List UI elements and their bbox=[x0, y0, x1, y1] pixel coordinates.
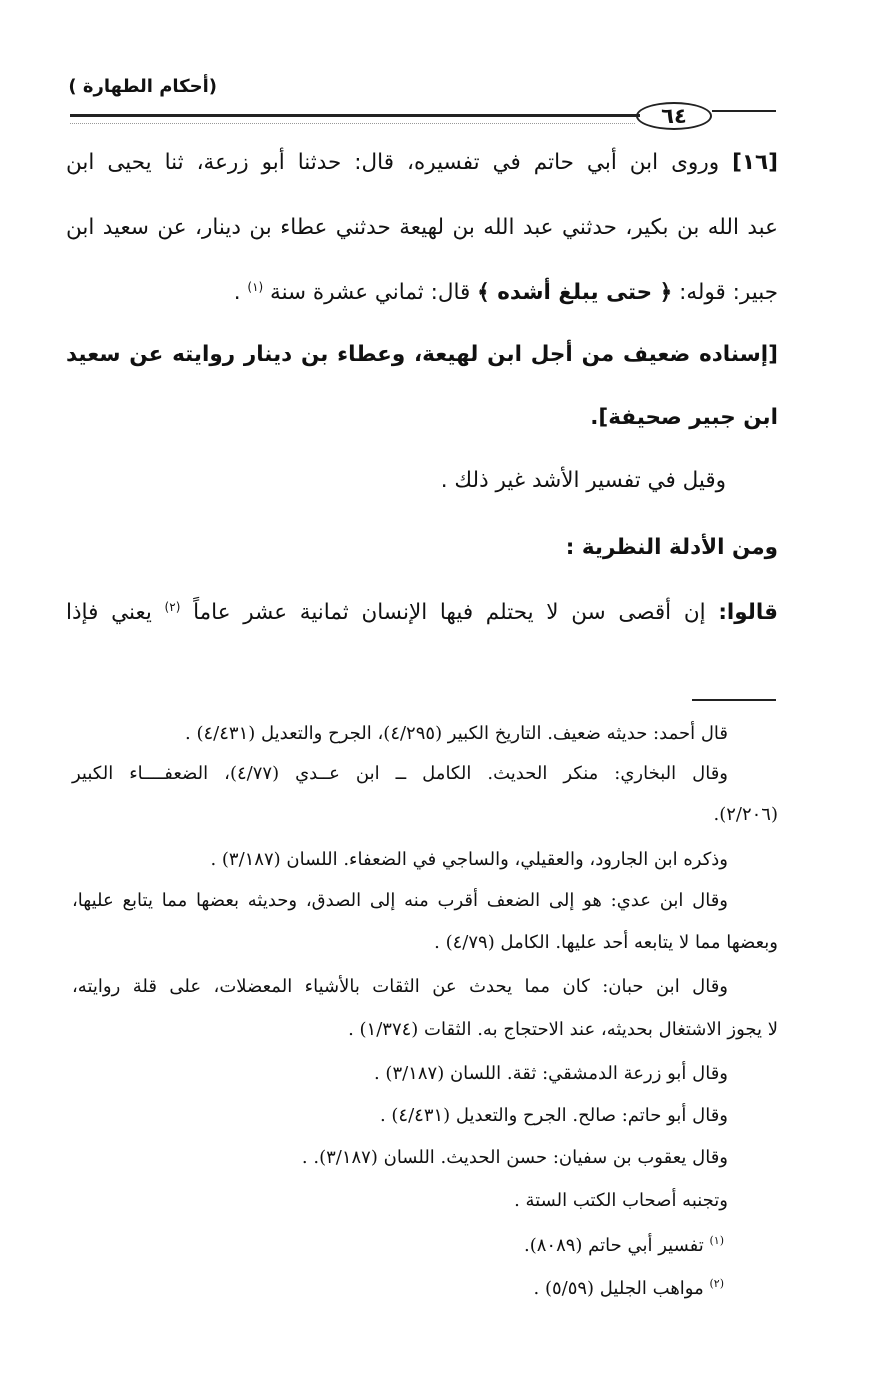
running-title: (أحكام الطهارة ) bbox=[68, 76, 217, 97]
isnad-note-line-1: [إسناده ضعيف من أجل ابن لهيعة، وعطاء بن دينار روايته عن سعيد bbox=[66, 342, 778, 367]
footnote-source-text: مواهب الجليل (٥/٥٩) . bbox=[533, 1278, 704, 1299]
text-run: جبير: قوله: bbox=[679, 280, 778, 306]
text-run: . bbox=[233, 280, 241, 306]
footnote-source-text: تفسير أبي حاتم (٨٠٨٩). bbox=[523, 1235, 704, 1256]
footnote-line: وقال أبو حاتم: صالح. الجرح والتعديل (٤/٤٣١) . bbox=[379, 1105, 728, 1126]
text-run: إن أقصى سن لا يحتلم فيها الإنسان ثمانية عشر عاماً bbox=[193, 600, 706, 626]
isnad-note-line-2: ابن جبير صحيفة]. bbox=[590, 405, 778, 430]
paragraph-16-line-2: عبد الله بن بكير، حدثني عبد الله بن لهيعة حدثني عطاء بن دينار، عن سعيد ابن bbox=[66, 215, 778, 240]
footnote-line: وذكره ابن الجارود، والعقيلي، والساجي في الضعفاء. اللسان (٣/١٨٧) . bbox=[210, 849, 728, 870]
footnote-line: لا يجوز الاشتغال بحديثه، عند الاحتجاج به. الثقات (١/٣٧٤) . bbox=[348, 1019, 778, 1040]
footnote-ref-2[interactable]: (٢) bbox=[164, 600, 181, 614]
footnote-line: وتجنبه أصحاب الكتب الستة . bbox=[514, 1190, 728, 1211]
footnote-source-2 bbox=[534, 1277, 725, 1299]
footnote-line: وقال ابن عدي: هو إلى الضعف أقرب منه إلى الصدق، وحديثه بعضها مما يتابع عليها، bbox=[72, 890, 728, 911]
footnote-line: (٢/٢٠٦). bbox=[713, 804, 778, 825]
text-run: وروى ابن أبي حاتم في تفسيره، قال: حدثنا أبو زرعة، ثنا يحيى ابن bbox=[66, 150, 720, 175]
section-heading: ومن الأدلة النظرية : bbox=[565, 535, 778, 560]
text-run: يعني فإذا bbox=[66, 600, 152, 626]
footnote-line: وقال يعقوب بن سفيان: حسن الحديث. اللسان (٣/١٨٧). . bbox=[301, 1147, 728, 1168]
hadith-number: [١٦] bbox=[732, 150, 778, 175]
footnote-line: وبعضها مما لا يتابعه أحد عليها. الكامل (٤/٧٩) . bbox=[434, 932, 778, 953]
label-qalu: قالوا: bbox=[718, 600, 778, 626]
paragraph-other-opinion: وقيل في تفسير الأشد غير ذلك . bbox=[440, 468, 726, 493]
footnote-mark-1: (١) bbox=[709, 1234, 724, 1247]
footnote-ref-1[interactable]: (١) bbox=[247, 280, 264, 294]
footnote-line: وقال البخاري: منكر الحديث. الكامل ــ ابن عــدي (٤/٧٧)، الضعفــــاء الكبير bbox=[72, 763, 728, 784]
text-run: قال: ثماني عشرة سنة bbox=[270, 280, 471, 306]
page-number: ٦٤ bbox=[636, 102, 712, 130]
footnotes bbox=[72, 0, 778, 1389]
footnote-mark-2: (٢) bbox=[709, 1277, 724, 1290]
footnote-line: وقال أبو زرعة الدمشقي: ثقة. اللسان (٣/١٨٧) . bbox=[373, 1063, 728, 1084]
footnote-line: وقال ابن حبان: كان مما يحدث عن الثقات بالأشياء المعضلات، على قلة روايته، bbox=[72, 976, 728, 997]
footnote-line: قال أحمد: حديثه ضعيف. التاريخ الكبير (٤/٢٩٥)، الجرح والتعديل (٤/٤٣١) . bbox=[185, 723, 728, 744]
footnote-source-1 bbox=[524, 1234, 724, 1256]
quran-quote: ﴿ حتى يبلغ أشده ﴾ bbox=[477, 280, 673, 306]
